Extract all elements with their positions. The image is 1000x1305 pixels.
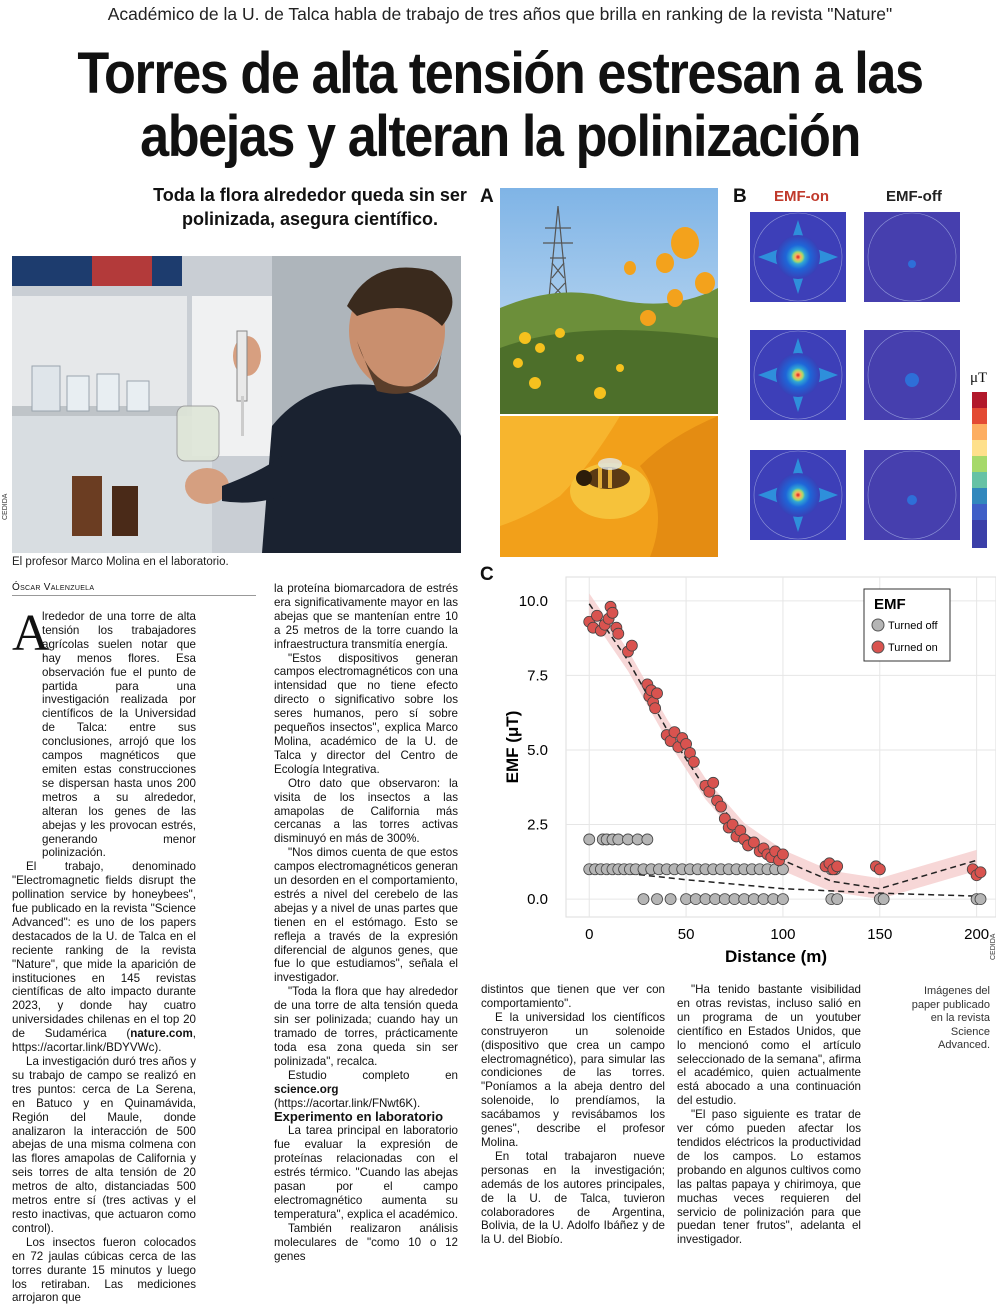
data-point: [975, 867, 986, 878]
drop-cap: A: [12, 605, 50, 662]
figure-caption: Imágenes del paper publicado en la revista Science Advanced.: [911, 985, 990, 1051]
subhead: Toda la flora alrededor queda sin ser polinizada, asegura científico.: [153, 185, 467, 229]
lab-photo: [12, 256, 461, 553]
data-point: [777, 894, 788, 905]
x-tick-label: 200: [964, 926, 990, 943]
figure-credit: CEDIDA: [990, 933, 997, 960]
science-link[interactable]: science.org: [274, 1082, 339, 1096]
data-point: [652, 688, 663, 699]
paragraph: La tarea principal en laboratorio fue evaluar la expresión de proteínas relacionadas con el estrés térmico. "Cuando las abejas pasan por el campo electromagnético aumenta su temperatura", explica el académico.: [274, 1124, 458, 1221]
panel-c-label: C: [480, 564, 494, 585]
x-tick-label: 150: [867, 926, 893, 943]
data-point: [777, 849, 788, 860]
data-point: [584, 834, 595, 845]
heatmap-off-1: [864, 212, 960, 302]
y-tick-label: 5.0: [527, 741, 548, 759]
paragraph: También realizaron análisis moleculares de "como 10 o 12 genes: [274, 1221, 458, 1263]
paragraph: "Nos dimos cuenta de que estos campos electromagnéticos generan un desorden en el comportamiento, estrés a nivel del cerebelo de las abejas y a nivel de unas partes que tienen en el estómago. Esto se refleja a través de la expresión diferencial de algunos genes, que fue lo que estudiamos", señala el investigador.: [274, 846, 458, 985]
nature-link[interactable]: nature.com: [130, 1027, 193, 1041]
paragraph: Estudio completo en science.org (https://acortar.link/FNwt6K).: [274, 1068, 458, 1110]
tower-field-illustration: [500, 188, 718, 414]
paragraph: la proteína biomarcadora de estrés era significativamente mayor en las abejas que se mantenían entre 10 a 25 metros de la torre cuando la infraestructura transmitía energía.: [274, 582, 458, 651]
emf-distance-chart: [476, 563, 996, 973]
data-point: [832, 894, 843, 905]
y-tick-label: 2.5: [527, 816, 548, 834]
paragraph: distintos que tienen que ver con comportamiento".: [481, 983, 665, 1010]
y-tick-label: 0.0: [527, 891, 548, 909]
data-point: [613, 628, 624, 639]
x-tick-label: 50: [677, 926, 695, 943]
emf-on-label: EMF-on: [774, 188, 829, 205]
data-point: [688, 756, 699, 767]
data-point: [715, 801, 726, 812]
column-1: [12, 605, 196, 1305]
headline-line-1: Torres de alta tensión estresan a las: [77, 41, 923, 106]
data-point: [665, 894, 676, 905]
photo-credit: CEDIDA: [2, 493, 9, 520]
data-point: [607, 607, 618, 618]
bee-flower-illustration: [500, 416, 718, 557]
headline: [68, 42, 932, 168]
bee-flower-photo: [500, 416, 718, 557]
colorbar-unit: μT: [970, 370, 988, 386]
paragraph: Los insectos fueron colocados en 72 jaulas cúbicas cerca de las torres durante 15 minutos y luego los retiraban. Las mediciones arrojaron que: [12, 1235, 196, 1305]
legend-title: EMF: [874, 596, 906, 613]
paragraph: En total trabajaron nueve personas en la investigación; además de los autores principales, de la U. de Talca, tuvieron colaboradores de Argentina, Bolivia, de la U. Adolfo Ibáñez y de la U. del Biobío.: [481, 1149, 665, 1247]
column-3: [481, 983, 665, 1247]
paragraph: "El paso siguiente es tratar de ver cómo pueden afectar los tendidos eléctricos la productividad de los campos. Lo estamos probando en algunos cultivos como las paltas papaya y chirimoya, que muchas veces requieren del servicio de polinización para que puedan tener frutos", adelanta el investigador.: [677, 1108, 861, 1247]
data-point: [832, 861, 843, 872]
data-point: [652, 894, 663, 905]
column-2: [274, 582, 458, 1263]
heatmap-on-3: [750, 450, 846, 540]
legend-off-label: Turned off: [888, 620, 938, 632]
emf-off-label: EMF-off: [886, 188, 942, 205]
lab-photo-illustration: [12, 256, 461, 553]
data-point: [650, 703, 661, 714]
emf-heatmaps: [750, 210, 1000, 555]
photo-caption: El profesor Marco Molina en el laboratorio.: [12, 556, 229, 568]
paragraph: "Estos dispositivos generan campos electromagnéticos con una intensidad que no tiene efecto directo o significativo sobre los seres humanos, pero sí sobre pequeños insectos", explica Marco Molina, académico de la U. de Talca y director del Centro de Ecología Integrativa.: [274, 651, 458, 776]
column-4: [677, 983, 861, 1247]
data-point: [642, 834, 653, 845]
legend-on-marker: [872, 641, 884, 653]
legend-on-label: Turned on: [888, 642, 938, 654]
author-byline: Óscar Valenzuela: [12, 582, 95, 593]
data-point: [638, 894, 649, 905]
heatmap-on-2: [750, 330, 846, 420]
y-axis-label: EMF (μT): [503, 710, 522, 784]
headline-line-2: abejas y alteran la polinización: [140, 104, 860, 169]
section-subheading: Experimento en laboratorio: [274, 1109, 444, 1125]
data-point: [626, 640, 637, 651]
heatmap-off-3: [864, 450, 960, 540]
tower-field-photo: [500, 188, 718, 414]
paragraph: La investigación duró tres años y su trabajo de campo se realizó en tres puntos: cerca de La Serena, en Batuco y en Quinamávida, Región del Maule, donde analizaron la interacción de 500 abejas de una misma colmena con las flores amapolas de California y seis torres de alta tensión de 20 metros de alto, distanciadas 500 metros entre sí (tres activas y el resto inactivas, que actuaron como control).: [12, 1055, 196, 1235]
heatmap-on-1: [750, 212, 846, 302]
data-point: [975, 894, 986, 905]
paragraph: "Ha tenido bastante visibilidad en otras revistas, incluso salió en un programa de un youtuber científico en Estados Unidos, que lo mencionó como el artículo seleccionado de la semana", afirma el académico, quien actualmente está abocado a una continuación del estudio.: [677, 983, 861, 1108]
paragraph: El trabajo, denominado "Electromagnetic fields disrupt the pollination service by honeybees", fue publicado en la revista "Science Advanced": es uno de los papers destacados de la U. de Talca en el reciente ranking de la revista "Nature", que mide la aparición de instituciones en 145 revistas científicas de alto impacto durante 2023, y donde hay cuatro universidades chilenas en el top 20 de Sudamérica (nature.com, https://acortar.link/BDYVWc).: [12, 860, 196, 1055]
paragraph: "Toda la flora que hay alrededor de una torre de alta tensión queda sin ser polinizada; cuando hay un tramado de torres, prácticamente toda esa zona queda sin ser polinizada", recalca.: [274, 985, 458, 1068]
y-tick-label: 7.5: [527, 667, 548, 685]
paragraph: E la universidad los científicos construyeron un solenoide (dispositivo que crea un campo electromagnético), para simular las condiciones de las torres. "Poníamos a la abeja dentro del solenoide, lo prendíamos, la sacábamos y revisábamos los genes", describe el profesor Molina.: [481, 1010, 665, 1149]
legend: [864, 589, 950, 661]
y-tick-label: 10.0: [518, 592, 548, 610]
legend-off-marker: [872, 619, 884, 631]
data-point: [874, 864, 885, 875]
x-tick-label: 0: [585, 926, 594, 943]
paragraph: Otro dato que observaron: la visita de los insectos a las amapolas de California más cercanas a las torres activas disminuyó en más de 300%.: [274, 776, 458, 846]
panel-b-label: B: [733, 186, 747, 207]
paragraph: lrededor de una torre de alta tensión los trabajadores agrícolas suelen notar que hay menos flores. Esa observación fue el punto de partida para una investigación realizada por científicos de la Universidad de Talca: entre sus conclusiones, arrojó que los campos magnéticos que emiten estas construcciones se dispersan hasta unos 200 metros a su alrededor, alteran los genes de las abejas y les provocan estrés, generando menor polinización.: [42, 610, 196, 860]
kicker: Académico de la U. de Talca habla de trabajo de tres años que brilla en ranking de la revista "Nature": [107, 4, 893, 24]
data-point: [591, 610, 602, 621]
data-point: [708, 777, 719, 788]
colorbar: [972, 392, 987, 548]
data-point: [878, 894, 889, 905]
heatmap-off-2: [864, 330, 960, 420]
x-axis-label: Distance (m): [724, 947, 828, 966]
panel-a-label: A: [480, 186, 494, 207]
x-tick-label: 100: [770, 926, 796, 943]
